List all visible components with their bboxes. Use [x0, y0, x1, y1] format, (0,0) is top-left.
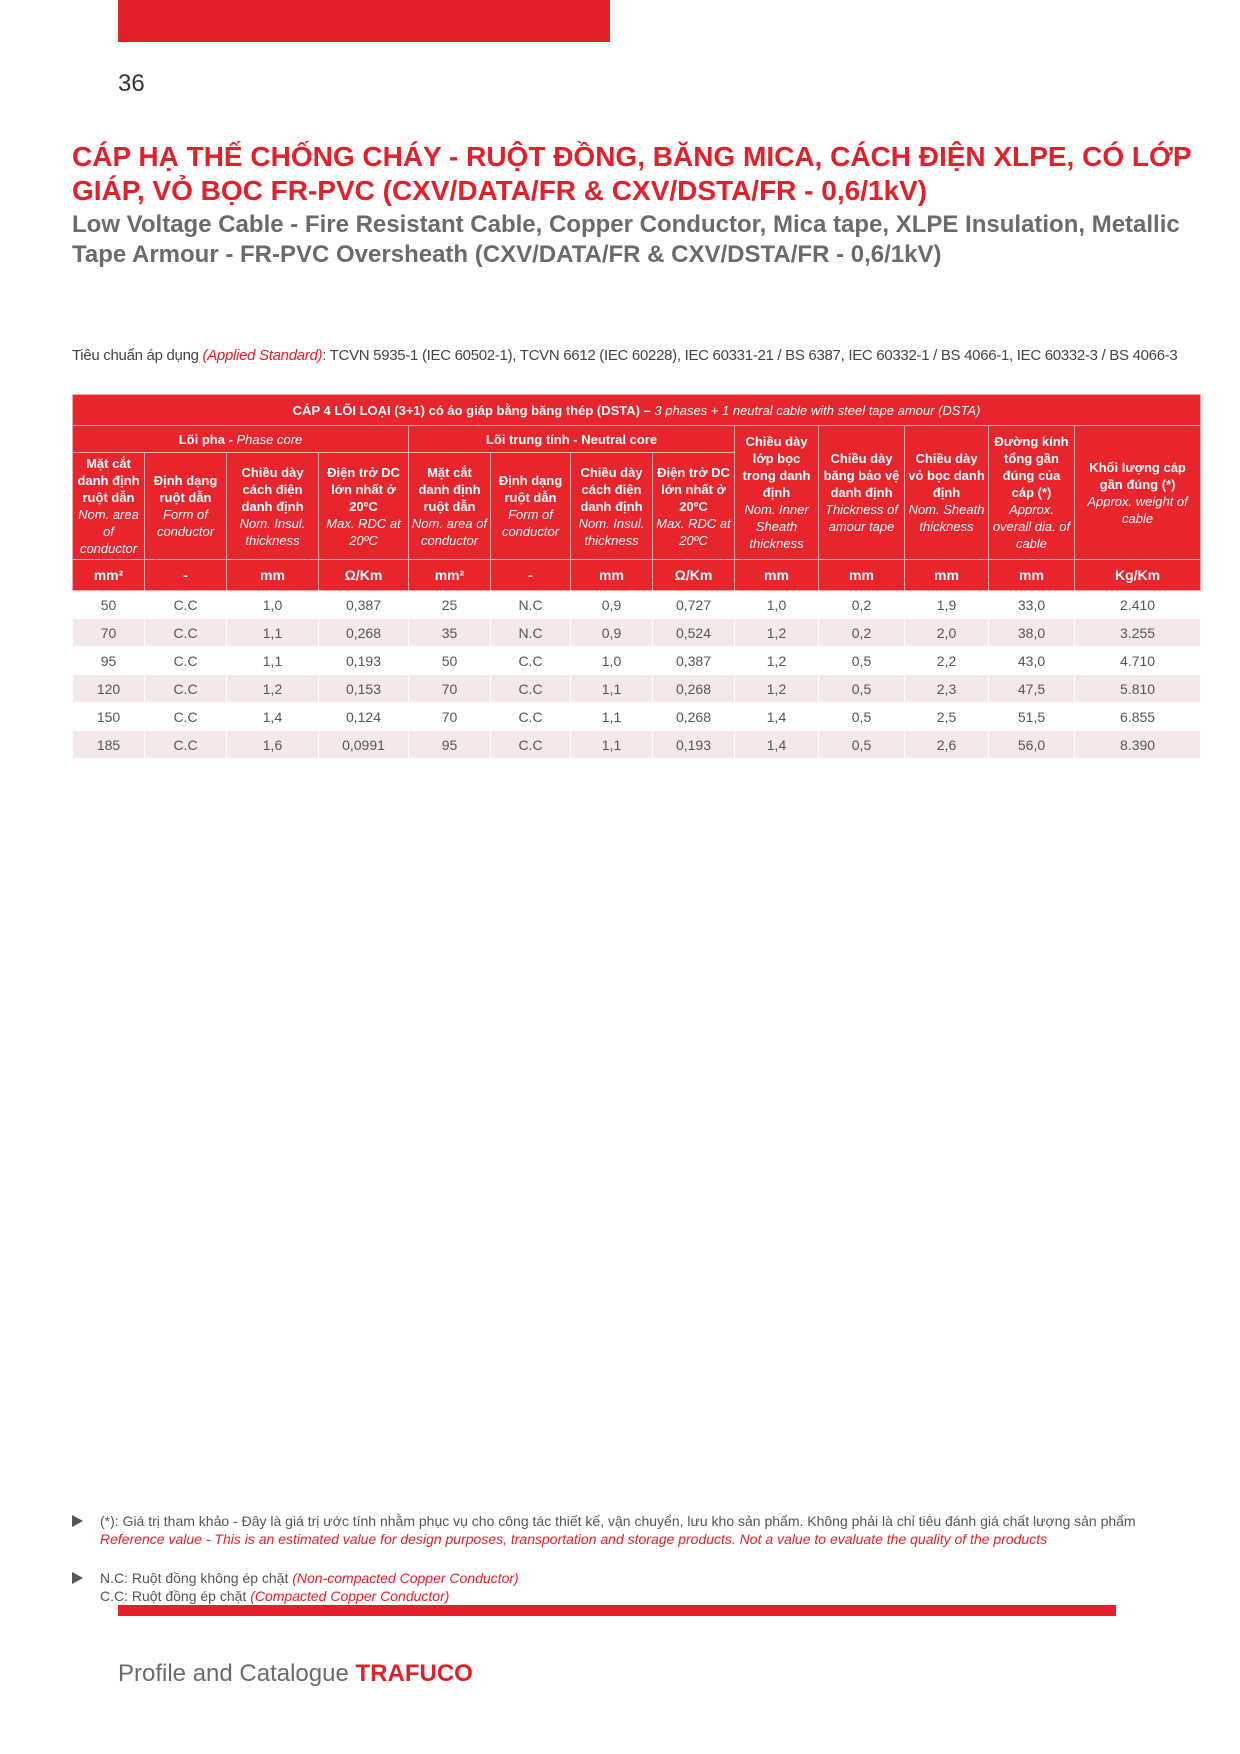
header-res-en: Max. RDC at 20ºC: [326, 515, 401, 548]
header-n-form-en: Form of conductor: [501, 507, 560, 539]
header-insul-en: Nom. Insul. thickness: [239, 515, 306, 548]
table-cell: C.C: [145, 731, 227, 759]
table-cell: 0,9: [571, 619, 653, 647]
table-cell: 0,2: [819, 619, 905, 647]
header-n-form-vi: Định dạng ruột dẫn: [498, 473, 563, 505]
table-cell: C.C: [145, 703, 227, 731]
header-weight-vi: Khối lượng cáp gần đúng (*): [1089, 459, 1186, 492]
table-cell: 1,1: [571, 703, 653, 731]
page-number: 36: [118, 70, 145, 97]
table-cell: 3.255: [1075, 619, 1201, 647]
header-weight: [1075, 426, 1201, 560]
header-form-vi: Định dạng ruột dẫn: [153, 473, 218, 505]
table-cell: 1,6: [227, 731, 319, 759]
table-row: [73, 647, 1201, 675]
table-cell: 2,2: [905, 647, 989, 675]
table-cell: 120: [73, 675, 145, 703]
table-cell: 1,0: [571, 647, 653, 675]
table-cell: 1,0: [735, 591, 819, 619]
table-cell: 1,0: [227, 591, 319, 619]
header-n-res-en: Max. RDC at 20ºC: [656, 515, 731, 548]
header-resistance: [319, 453, 409, 560]
table-cell: 150: [73, 703, 145, 731]
unit-cell: Kg/Km: [1075, 560, 1201, 591]
table-cell: 0,9: [571, 591, 653, 619]
unit-cell: mm²: [409, 560, 491, 591]
header-res-vi: Điện trở DC lớn nhất ở 20ºC: [327, 464, 400, 514]
table-cell: 0,524: [653, 619, 735, 647]
table-cell: 70: [409, 703, 491, 731]
table-cell: 2.410: [1075, 591, 1201, 619]
table-cell: C.C: [145, 619, 227, 647]
table-caption: [73, 395, 1201, 426]
bottom-red-bar: [118, 1605, 1116, 1616]
table-cell: 1,1: [571, 675, 653, 703]
table-cell: 43,0: [989, 647, 1075, 675]
table-cell: 0,268: [653, 703, 735, 731]
table-cell: 2,3: [905, 675, 989, 703]
header-insulation: [227, 453, 319, 560]
header-inner-en: Nom. Inner Sheath thickness: [744, 502, 809, 551]
table-cell: C.C: [491, 731, 571, 759]
unit-cell: mm: [905, 560, 989, 591]
standard-prefix: Tiêu chuẩn áp dụng: [72, 347, 203, 364]
table-cell: 0,5: [819, 731, 905, 759]
header-inner-vi: Chiều dày lớp bọc trong danh định: [742, 434, 811, 500]
footer: [118, 1660, 473, 1688]
footer-text: Profile and Catalogue: [118, 1660, 356, 1687]
table-cell: 0,387: [653, 647, 735, 675]
table-cell: 47,5: [989, 675, 1075, 703]
caption-vi: CÁP 4 LÕI LOẠI (3+1) có áo giáp bằng băng thép (DSTA) –: [292, 402, 655, 418]
table-cell: 0,5: [819, 703, 905, 731]
table-body: [73, 591, 1201, 759]
table-row: [73, 731, 1201, 759]
group-phase-en: Phase core: [236, 431, 303, 447]
table-cell: 0,727: [653, 591, 735, 619]
table-cell: C.C: [145, 647, 227, 675]
page-subtitle: Low Voltage Cable - Fire Resistant Cable, Copper Conductor, Mica tape, XLPE Insulation, Metallic Tape Armour - FR-PVC Oversheath (CXV/DATA/FR & CXV/DSTA/FR - 0,6/1kV): [72, 211, 1180, 268]
unit-cell: -: [491, 560, 571, 591]
top-red-bar: [118, 0, 610, 42]
header-armour-vi: Chiều dày băng bảo vệ danh định: [823, 451, 900, 500]
table-cell: 1,1: [227, 619, 319, 647]
header-inner-sheath: [735, 426, 819, 560]
table-cell: 1,2: [735, 675, 819, 703]
note-cc-en: (Compacted Copper Conductor): [250, 1588, 450, 1604]
table-cell: 5.810: [1075, 675, 1201, 703]
unit-cell: -: [145, 560, 227, 591]
header-area-vi: Mặt cắt danh định ruột dẫn: [77, 456, 140, 505]
table-cell: 95: [409, 731, 491, 759]
table-cell: 25: [409, 591, 491, 619]
table-cell: C.C: [491, 647, 571, 675]
table-cell: 1,2: [735, 619, 819, 647]
note-nc-vi: N.C: Ruột đồng không ép chặt: [100, 1570, 293, 1586]
note-cc-vi: C.C: Ruột đồng ép chặt: [100, 1588, 251, 1604]
table-cell: 1,4: [227, 703, 319, 731]
unit-cell: Ω/Km: [319, 560, 409, 591]
header-armour: [819, 426, 905, 560]
table-row: [73, 703, 1201, 731]
bullet-arrow-icon: [72, 1572, 83, 1584]
applied-standard: [72, 346, 1202, 366]
table-cell: 2,5: [905, 703, 989, 731]
header-weight-en: Approx. weight of cable: [1087, 493, 1188, 526]
table-cell: 0,193: [653, 731, 735, 759]
group-neutral-core: Lõi trung tính - Neutral core: [409, 426, 735, 453]
header-neutral-resistance: [653, 453, 735, 560]
table-cell: 2,6: [905, 731, 989, 759]
table-cell: 70: [409, 675, 491, 703]
table-cell: C.C: [491, 675, 571, 703]
header-dia-en: Approx. overall dia. of cable: [992, 502, 1071, 551]
table-cell: 0,124: [319, 703, 409, 731]
header-insul-vi: Chiều dày cách điện danh định: [241, 464, 304, 514]
header-neutral-form: [491, 453, 571, 560]
table-cell: 0,5: [819, 647, 905, 675]
header-dia-vi: Đường kính tổng gần đúng của cáp (*): [994, 434, 1069, 500]
table-cell: 1,1: [571, 731, 653, 759]
table-row: [73, 591, 1201, 619]
table-cell: 0,387: [319, 591, 409, 619]
header-sheath-vi: Chiều dày vỏ bọc danh định: [908, 451, 985, 500]
unit-cell: mm: [227, 560, 319, 591]
group-phase-vi: Lõi pha -: [178, 431, 237, 447]
note-ref-en: Reference value - This is an estimated value for design purposes, transportation and storage products. Not a value to evaluate the quality of the products: [100, 1531, 1048, 1547]
table-cell: 1,4: [735, 703, 819, 731]
group-phase-core: [73, 426, 409, 453]
table-cell: 0,268: [319, 619, 409, 647]
note-ref-vi: (*): Giá trị tham khảo - Đây là giá trị ước tính nhằm phục vụ cho công tác thiết kế, vận chuyển, lưu kho sản phẩm. Không phải là chỉ tiêu đánh giá chất lượng sản phẩm: [100, 1513, 1136, 1529]
spec-table: [72, 394, 1201, 759]
header-armour-en: Thickness of amour tape: [825, 502, 898, 534]
page-title: CÁP HẠ THẾ CHỐNG CHÁY - RUỘT ĐỒNG, BĂNG MICA, CÁCH ĐIỆN XLPE, CÓ LỚP GIÁP, VỎ BỌC FR-PVC (CXV/DATA/FR & CXV/DSTA/FR - 0,6/1kV): [72, 141, 1192, 206]
note-reference: [72, 1512, 1212, 1548]
header-n-res-vi: Điện trở DC lớn nhất ở 20ºC: [657, 464, 730, 514]
header-neutral-insulation: [571, 453, 653, 560]
caption-en: 3 phases + 1 neutral cable with steel tape amour (DSTA): [654, 402, 981, 418]
note-abbreviations: [72, 1569, 1212, 1605]
header-form: [145, 453, 227, 560]
table-row: [73, 619, 1201, 647]
unit-cell: mm: [989, 560, 1075, 591]
unit-cell: mm: [735, 560, 819, 591]
table-cell: 0,5: [819, 675, 905, 703]
standard-label-en: (Applied Standard): [202, 347, 323, 364]
footer-brand: TRAFUCO: [355, 1660, 473, 1687]
table-cell: 50: [73, 591, 145, 619]
table-cell: 1,1: [227, 647, 319, 675]
table-cell: 0,153: [319, 675, 409, 703]
header-form-en: Form of conductor: [156, 507, 215, 539]
table-cell: 1,9: [905, 591, 989, 619]
header-neutral-area: [409, 453, 491, 560]
header-area: [73, 453, 145, 560]
table-cell: N.C: [491, 591, 571, 619]
unit-cell: mm: [571, 560, 653, 591]
table-row: [73, 675, 1201, 703]
table-cell: 2,0: [905, 619, 989, 647]
table-cell: 51,5: [989, 703, 1075, 731]
table-cell: 8.390: [1075, 731, 1201, 759]
header-n-insul-en: Nom. Insul. thickness: [578, 515, 645, 548]
table-cell: 1,2: [735, 647, 819, 675]
table-cell: 0,0991: [319, 731, 409, 759]
note-nc-en: (Non-compacted Copper Conductor): [292, 1570, 519, 1586]
unit-cell: mm: [819, 560, 905, 591]
table-cell: 0,2: [819, 591, 905, 619]
table-cell: 50: [409, 647, 491, 675]
table-cell: 185: [73, 731, 145, 759]
header-n-area-en: Nom. area of conductor: [411, 515, 488, 548]
header-sheath: [905, 426, 989, 560]
table-cell: 4.710: [1075, 647, 1201, 675]
table-cell: 35: [409, 619, 491, 647]
unit-cell: Ω/Km: [653, 560, 735, 591]
table-cell: 33,0: [989, 591, 1075, 619]
header-n-area-vi: Mặt cắt danh định ruột dẫn: [418, 464, 481, 514]
note-nc: [100, 1569, 1212, 1587]
table-cell: 95: [73, 647, 145, 675]
table-cell: 0,193: [319, 647, 409, 675]
header-area-en: Nom. area of conductor: [78, 507, 139, 556]
table-cell: 6.855: [1075, 703, 1201, 731]
standard-text: : TCVN 5935-1 (IEC 60502-1), TCVN 6612 (IEC 60228), IEC 60331-21 / BS 6387, IEC 60332-1 / BS 4066-1, IEC 60332-3 / BS 4066-3: [322, 347, 1178, 364]
table-cell: 38,0: [989, 619, 1075, 647]
table-cell: 0,268: [653, 675, 735, 703]
header-n-insul-vi: Chiều dày cách điện danh định: [580, 464, 643, 514]
header-diameter: [989, 426, 1075, 560]
table-cell: C.C: [145, 591, 227, 619]
unit-cell: mm²: [73, 560, 145, 591]
note-cc: [100, 1587, 1212, 1605]
table-cell: N.C: [491, 619, 571, 647]
table-cell: C.C: [491, 703, 571, 731]
table-cell: 70: [73, 619, 145, 647]
table-cell: 1,4: [735, 731, 819, 759]
unit-row: [73, 560, 1201, 591]
bullet-arrow-icon: [72, 1515, 83, 1527]
header-sheath-en: Nom. Sheath thickness: [908, 502, 985, 534]
table-cell: 1,2: [227, 675, 319, 703]
table-cell: C.C: [145, 675, 227, 703]
table-cell: 56,0: [989, 731, 1075, 759]
